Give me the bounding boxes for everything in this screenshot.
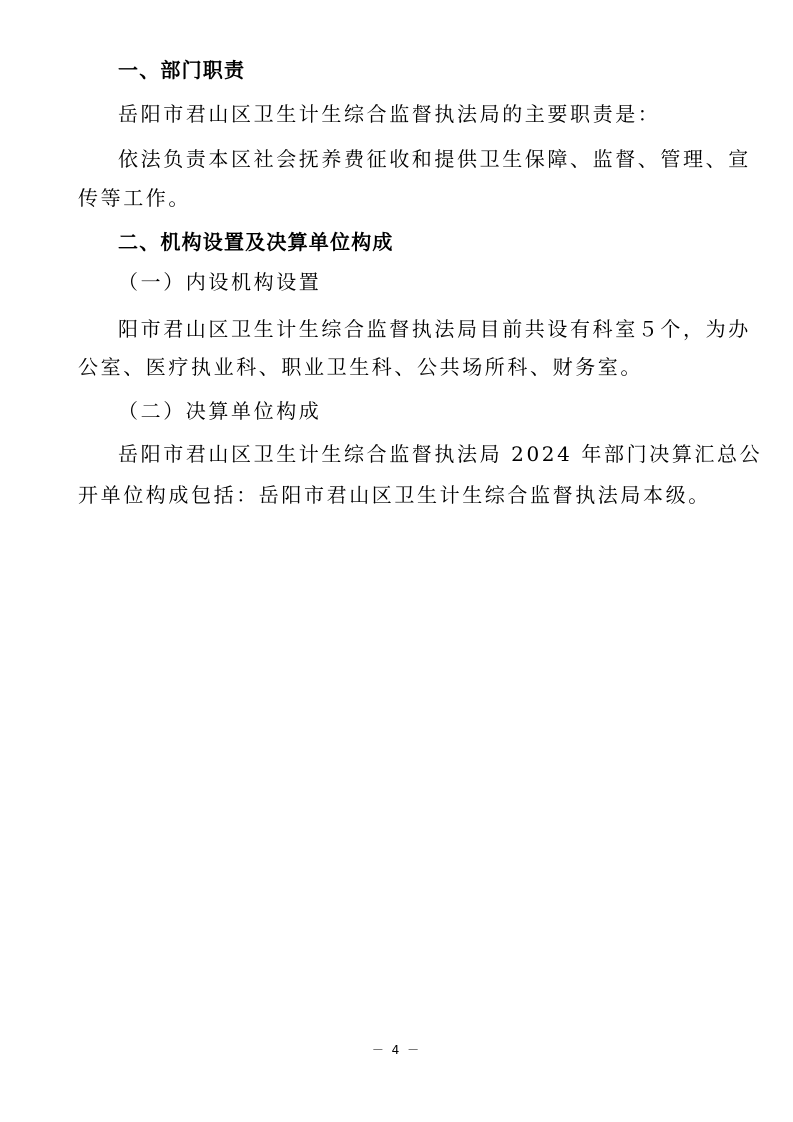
subsection-title-internal-structure: （一）内设机构设置 [118, 270, 322, 294]
duties-body-line-2: 传等工作。 [78, 186, 191, 210]
section-heading-duties: 一、部门职责 [118, 58, 246, 82]
final-accounts-units-line-1: 岳阳市君山区卫生计生综合监督执法局 2024 年部门决算汇总公 [118, 442, 763, 466]
page-number: － 4 － [371, 1043, 422, 1057]
internal-structure-line-2: 公室、医疗执业科、职业卫生科、公共场所科、财务室。 [78, 355, 643, 379]
duties-body-line-1: 依法负责本区社会抚养费征收和提供卫生保障、监督、管理、宣 [118, 147, 751, 171]
section-heading-organization: 二、机构设置及决算单位构成 [118, 230, 394, 254]
subsection-title-final-accounts-units: （二）决算单位构成 [118, 399, 322, 423]
internal-structure-line-1: 阳市君山区卫生计生综合监督执法局目前共设有科室５个，为办 [118, 317, 751, 341]
final-accounts-units-line-2: 开单位构成包括：岳阳市君山区卫生计生综合监督执法局本级。 [78, 483, 711, 507]
duties-intro-text: 岳阳市君山区卫生计生综合监督执法局的主要职责是： [118, 102, 661, 126]
